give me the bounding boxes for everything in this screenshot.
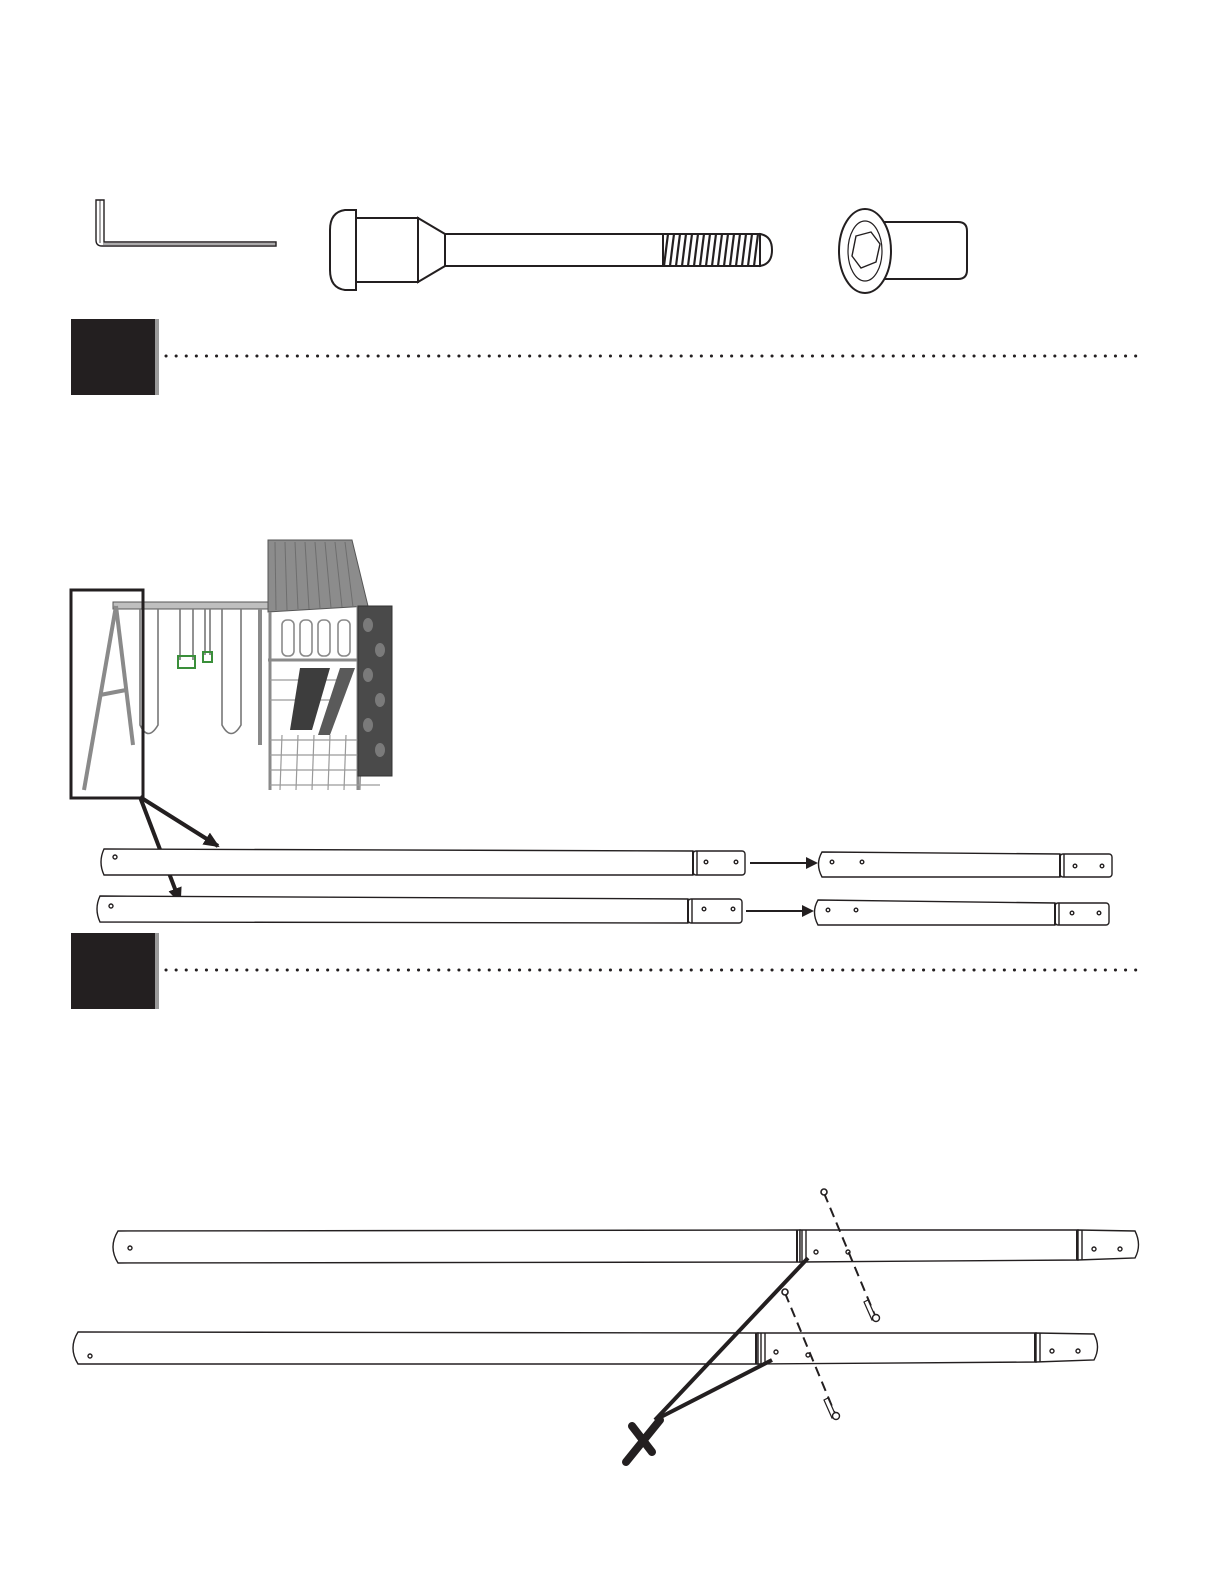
long-bolt-icon xyxy=(330,210,772,290)
allen-wrench-icon xyxy=(96,200,276,246)
x-mark-icon xyxy=(626,1420,660,1462)
playset-overview-illustration xyxy=(84,540,392,790)
callout-arrow-upper xyxy=(140,797,218,846)
barrel-nut-icon xyxy=(839,209,967,293)
step-1-tubes xyxy=(97,849,1112,925)
step-2-tubes xyxy=(73,1230,1139,1364)
